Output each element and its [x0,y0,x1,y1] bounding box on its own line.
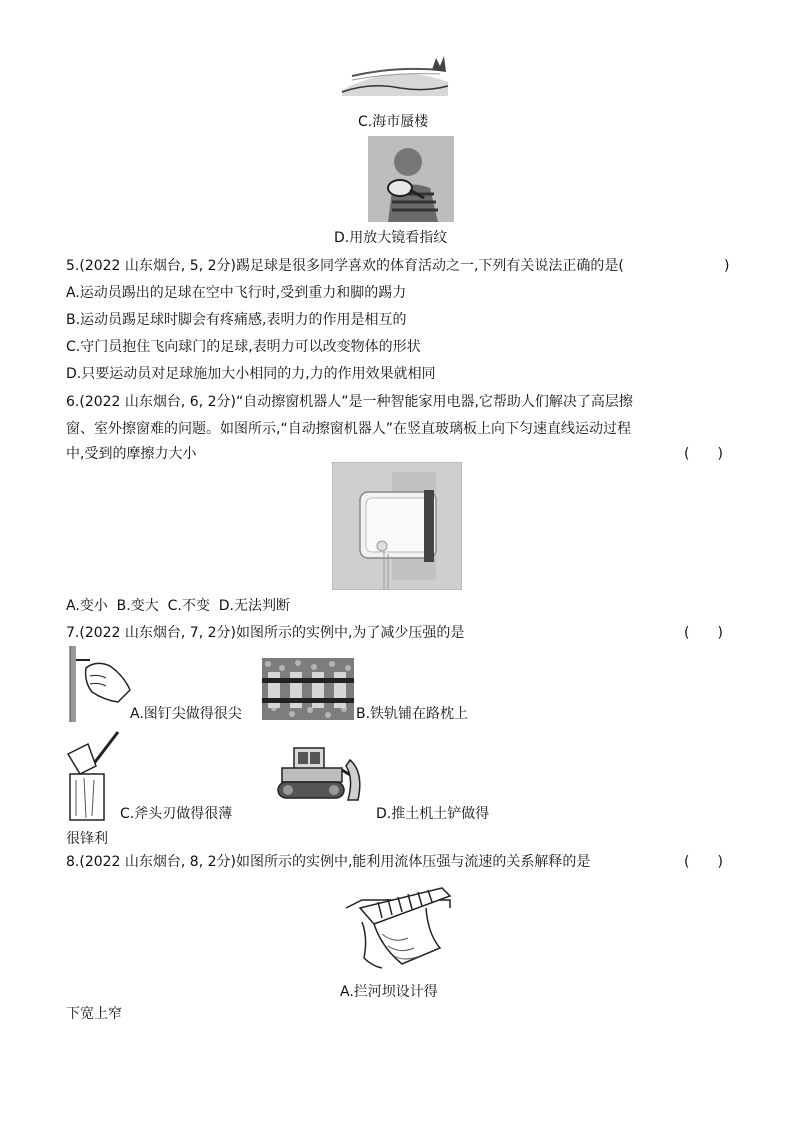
q4-caption-d: D.用放大镜看指纹 [334,230,448,246]
q7-caption-d-continued: 很锋利 [66,831,108,847]
magnifier-figure [368,136,454,222]
q5-answer-close: ) [724,258,730,274]
q6-stem-line3: 中,受到的摩擦力大小 [66,446,197,462]
q7-stem: 7.(2022 山东烟台, 7, 2分)如图所示的实例中,为了减少压强的是 [66,625,465,641]
q6-stem-line2: 窗、室外擦窗难的问题。如图所示,“自动擦窗机器人”在竖直玻璃板上向下匀速直线运动过程 [66,421,631,437]
q6-stem-line1: 6.(2022 山东烟台, 6, 2分)“自动擦窗机器人”是一种智能家用电器,它帮助人们解决了高层擦 [66,394,633,410]
q7-caption-d: D.推土机土铲做得 [376,806,490,822]
q8-caption-a: A.拦河坝设计得 [340,984,438,1000]
q5-option-b: B.运动员踢足球时脚会有疼痛感,表明力的作用是相互的 [66,312,407,328]
q6-options: A.变小 B.变大 C.不变 D.无法判断 [66,598,290,614]
q7-caption-c: C.斧头刃做得很薄 [120,806,233,822]
q4-caption-c: C.海市蜃楼 [358,114,429,130]
railway-figure [262,658,354,720]
q8-stem: 8.(2022 山东烟台, 8, 2分)如图所示的实例中,能利用流体压强与流速的关系解释的是 [66,854,591,870]
q5-option-a: A.运动员踢出的足球在空中飞行时,受到重力和脚的踢力 [66,285,407,301]
q5-option-d: D.只要运动员对足球施加大小相同的力,力的作用效果就相同 [66,366,436,382]
q5-option-c: C.守门员抱住飞向球门的足球,表明力可以改变物体的形状 [66,339,421,355]
dam-figure [342,878,454,974]
q8-caption-a-continued: 下宽上窄 [66,1006,122,1022]
q6-answer-paren: ( ) [684,446,723,462]
q7-caption-a: A.图钉尖做得很尖 [130,706,242,722]
q8-answer-paren: ( ) [684,854,723,870]
q5-stem: 5.(2022 山东烟台, 5, 2分)踢足球是很多同学喜欢的体育活动之一,下列有关说法正确的是( [66,258,624,274]
bulldozer-figure [272,742,368,806]
thumbtack-figure [66,646,132,722]
mirage-figure [340,52,450,98]
q7-answer-paren: ( ) [684,625,723,641]
q7-caption-b: B.铁轨铺在路枕上 [356,706,469,722]
window-robot-figure [332,462,462,590]
axe-figure [62,726,120,822]
